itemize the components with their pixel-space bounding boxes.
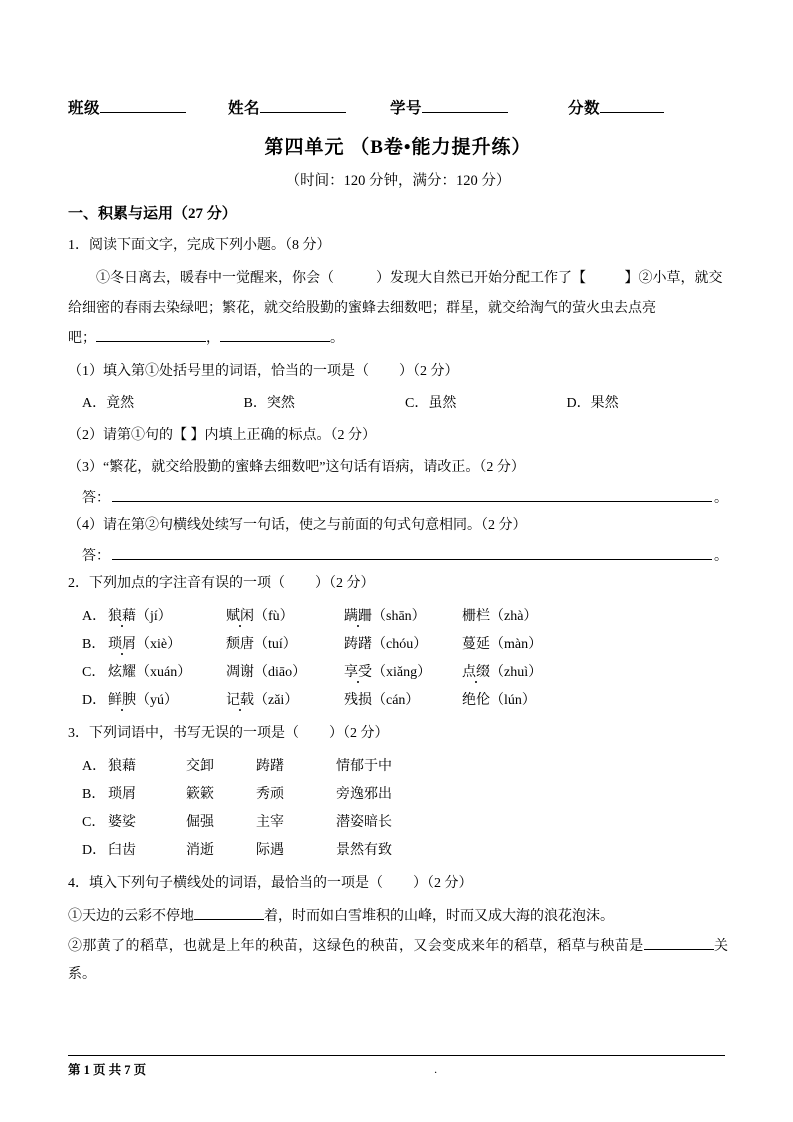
- option-d[interactable]: D．果然: [566, 395, 619, 411]
- pinyin-reading: （jí）: [136, 608, 172, 624]
- answer-line-2: [68, 545, 728, 565]
- row-label-d: D．: [82, 842, 107, 858]
- pinyin-word: 鲜腴: [108, 692, 136, 708]
- question-4-tail: ）（2 分）: [413, 875, 473, 891]
- page-content: [68, 96, 728, 991]
- word-item: 主宰: [256, 814, 284, 830]
- question-4-line-1-a: ①天边的云彩不停地: [68, 908, 194, 924]
- word-item: 琐屑: [108, 786, 136, 802]
- passage-part-a: ①冬日离去，暖春中一觉醒来，你会（: [96, 270, 334, 286]
- word-item: 交卸: [186, 758, 214, 774]
- question-1-1: [68, 359, 728, 385]
- question-1-3: （3）“繁花，就交给股勤的蜜蜂去细数吧”这句话有语病，请改正。（2 分）: [68, 460, 525, 476]
- pinyin-reading: （xuán）: [136, 664, 192, 680]
- question-1-1-tail: ）（2 分）: [399, 363, 459, 379]
- pinyin-word: 栅栏: [462, 608, 490, 624]
- word-item: 簌簌: [186, 786, 214, 802]
- pinyin-item: [226, 631, 344, 659]
- pinyin-reading: （zhuì）: [490, 664, 543, 680]
- pinyin-word: 狼藉: [108, 608, 136, 624]
- pinyin-word: 蔓延: [462, 636, 490, 652]
- word-item: 旁逸邪出: [336, 786, 392, 802]
- word-item: 潜姿暗长: [336, 814, 392, 830]
- question-2-row-b: [68, 631, 728, 659]
- question-4-line-1: [68, 903, 728, 931]
- row-label-a: A．: [82, 758, 107, 774]
- passage-line3-b: ，: [206, 330, 220, 346]
- pinyin-reading: （fù）: [254, 608, 294, 624]
- page-footer: [68, 1055, 725, 1078]
- question-4-stem: [68, 871, 728, 897]
- question-2-answer-slot[interactable]: [285, 571, 315, 597]
- pinyin-word: 绝伦: [462, 692, 490, 708]
- pinyin-item: [108, 603, 226, 631]
- pinyin-word: 踌躇: [344, 636, 372, 652]
- option-c[interactable]: C．虽然: [405, 395, 457, 411]
- pinyin-word: 赋闲: [226, 608, 254, 624]
- row-label-b: B．: [82, 636, 106, 652]
- question-4-line-1-b: 着，时而如白雪堆积的山峰，时而又成大海的浪花泡沫。: [264, 908, 614, 924]
- passage-gap-1[interactable]: [334, 265, 376, 293]
- field-score-blank[interactable]: [600, 99, 664, 113]
- pinyin-word: 点缀: [462, 664, 490, 680]
- question-4-blank-2[interactable]: [644, 937, 714, 950]
- pinyin-word: 享受: [344, 664, 372, 680]
- field-studentid-label: 学号: [390, 100, 423, 117]
- footer-dot: .: [434, 1061, 438, 1076]
- field-class-label: 班级: [68, 100, 101, 117]
- field-class-blank[interactable]: [100, 99, 186, 113]
- word-item: 际遇: [256, 842, 284, 858]
- answer-line-1: [68, 487, 728, 507]
- pinyin-word: 颓唐: [226, 636, 254, 652]
- answer-tail-2: 。: [714, 549, 728, 565]
- question-2-row-c: [68, 659, 728, 687]
- question-2-stem: [68, 571, 728, 597]
- pinyin-item: [108, 659, 226, 687]
- word-item: 臼齿: [108, 842, 136, 858]
- pinyin-reading: （xiǎng）: [372, 664, 432, 680]
- word-item: 婆娑: [108, 814, 136, 830]
- passage-write-blank-2[interactable]: [220, 329, 330, 342]
- pinyin-item: [462, 603, 580, 631]
- question-3-row-c: [68, 809, 728, 837]
- pinyin-reading: （zǎi）: [254, 692, 299, 708]
- pinyin-item: [344, 631, 462, 659]
- question-1-passage-line1: [68, 265, 728, 293]
- page-title: 第四单元 （B卷•能力提升练）: [264, 137, 532, 158]
- row-label-b: B．: [82, 786, 106, 802]
- question-1-1-options: [68, 391, 728, 418]
- pinyin-item: [344, 687, 462, 715]
- option-b[interactable]: B．突然: [243, 395, 295, 411]
- question-4-text: 4．填入下列句子横线处的词语，最恰当的一项是（: [68, 875, 383, 891]
- pinyin-word: 蹒跚: [344, 608, 372, 624]
- student-info-line: [68, 96, 728, 118]
- pinyin-item: [344, 603, 462, 631]
- question-2-row-a: [68, 603, 728, 631]
- word-item: 踌躇: [256, 758, 284, 774]
- word-item: 情郁于中: [336, 758, 392, 774]
- question-1-4: （4）请在第②句横线处续写一句话，使之与前面的句式句意相同。（2 分）: [68, 518, 527, 534]
- question-4-line-2-b: 关系。: [68, 938, 728, 982]
- pinyin-reading: （lún）: [490, 692, 536, 708]
- field-studentid: [390, 96, 508, 118]
- field-class: [68, 96, 186, 118]
- field-score: [568, 96, 664, 118]
- pinyin-reading: （yú）: [136, 692, 178, 708]
- page-number: 第 1 页 共 7 页: [68, 1063, 147, 1077]
- word-item: 景然有致: [336, 842, 392, 858]
- pinyin-reading: （chóu）: [372, 636, 428, 652]
- question-2-text: 2．下列加点的字注音有误的一项（: [68, 576, 285, 592]
- row-label-a: A．: [82, 608, 107, 624]
- question-1-1-answer-slot[interactable]: [369, 359, 399, 385]
- question-3-row-a: [68, 753, 728, 781]
- passage-write-blank-1[interactable]: [96, 329, 206, 342]
- field-name-blank[interactable]: [260, 99, 346, 113]
- pinyin-item: [226, 687, 344, 715]
- answer-label-1: 答：: [82, 491, 110, 507]
- pinyin-reading: （xiè）: [136, 636, 182, 652]
- question-3-answer-slot[interactable]: [299, 721, 329, 747]
- pinyin-item: [226, 603, 344, 631]
- question-1-passage-line2: 给细密的春雨去染绿吧；繁花，就交给股勤的蜜蜂去细数吧；群星，就交给淘气的萤火虫去点亮: [68, 300, 656, 316]
- pinyin-reading: （màn）: [490, 636, 543, 652]
- exam-subtitle: （时间：120 分钟，满分：120 分）: [285, 173, 511, 189]
- word-item: 狼藉: [108, 758, 136, 774]
- pinyin-item: [108, 687, 226, 715]
- field-studentid-blank[interactable]: [422, 99, 508, 113]
- pinyin-item: [344, 659, 462, 687]
- question-3-stem: [68, 721, 728, 747]
- row-label-c: C．: [82, 664, 106, 680]
- pinyin-word: 记载: [226, 692, 254, 708]
- answer-label-2: 答：: [82, 549, 110, 565]
- pinyin-word: 残损: [344, 692, 372, 708]
- passage-part-b: ）发现大自然已开始分配工作了【: [376, 270, 586, 286]
- pinyin-word: 琐屑: [108, 636, 136, 652]
- field-name-label: 姓名: [228, 100, 261, 117]
- question-2-tail: ）（2 分）: [315, 576, 375, 592]
- question-1-stem: 1．阅读下面文字，完成下列小题。（8 分）: [68, 238, 331, 253]
- question-3-text: 3．下列词语中，书写无误的一项是（: [68, 725, 299, 741]
- question-1-1-text: （1）填入第①处括号里的词语，恰当的一项是（: [68, 363, 369, 379]
- question-3-tail: ）（2 分）: [329, 725, 389, 741]
- row-label-d: D．: [82, 692, 107, 708]
- option-a[interactable]: A．竟然: [82, 395, 135, 411]
- word-item: 倔强: [186, 814, 214, 830]
- pinyin-reading: （cán）: [372, 692, 420, 708]
- pinyin-item: [108, 631, 226, 659]
- pinyin-reading: （zhà）: [490, 608, 538, 624]
- pinyin-item: [462, 631, 580, 659]
- pinyin-word: 凋谢: [226, 664, 254, 680]
- pinyin-item: [462, 659, 580, 687]
- word-item: 消逝: [186, 842, 214, 858]
- question-4-answer-slot[interactable]: [383, 871, 413, 897]
- question-1-2: （2）请第①句的【 】内填上正确的标点。（2 分）: [68, 428, 376, 444]
- passage-gap-2[interactable]: [586, 265, 625, 293]
- question-4-line-2-a: ②那黄了的稻草，也就是上年的秧苗，这绿色的秧苗，又会变成来年的稻草，稻草与秧苗是: [68, 938, 644, 954]
- answer-tail-1: 。: [714, 491, 728, 507]
- field-name: [228, 96, 346, 118]
- word-item: 秀顽: [256, 786, 284, 802]
- answer-rule-2[interactable]: [112, 546, 712, 560]
- row-label-c: C．: [82, 814, 106, 830]
- pinyin-item: [462, 687, 580, 715]
- question-3-row-d: [68, 837, 728, 865]
- question-3-row-b: [68, 781, 728, 809]
- pinyin-word: 炫耀: [108, 664, 136, 680]
- pinyin-item: [226, 659, 344, 687]
- question-2-row-d: [68, 687, 728, 715]
- passage-line3-c: 。: [330, 330, 344, 346]
- question-4-blank-1[interactable]: [194, 907, 264, 920]
- pinyin-reading: （tuí）: [254, 636, 297, 652]
- question-1-passage-line3: [68, 325, 728, 353]
- passage-line3-a: 吧；: [68, 330, 96, 346]
- pinyin-reading: （diāo）: [254, 664, 307, 680]
- field-score-label: 分数: [568, 100, 601, 117]
- section-heading-1: 一、积累与运用（27 分）: [68, 206, 237, 222]
- passage-part-c: 】②小草，就交: [624, 270, 723, 286]
- answer-rule-1[interactable]: [112, 488, 712, 502]
- question-4-line-2: [68, 933, 728, 989]
- pinyin-reading: （shān）: [372, 608, 426, 624]
